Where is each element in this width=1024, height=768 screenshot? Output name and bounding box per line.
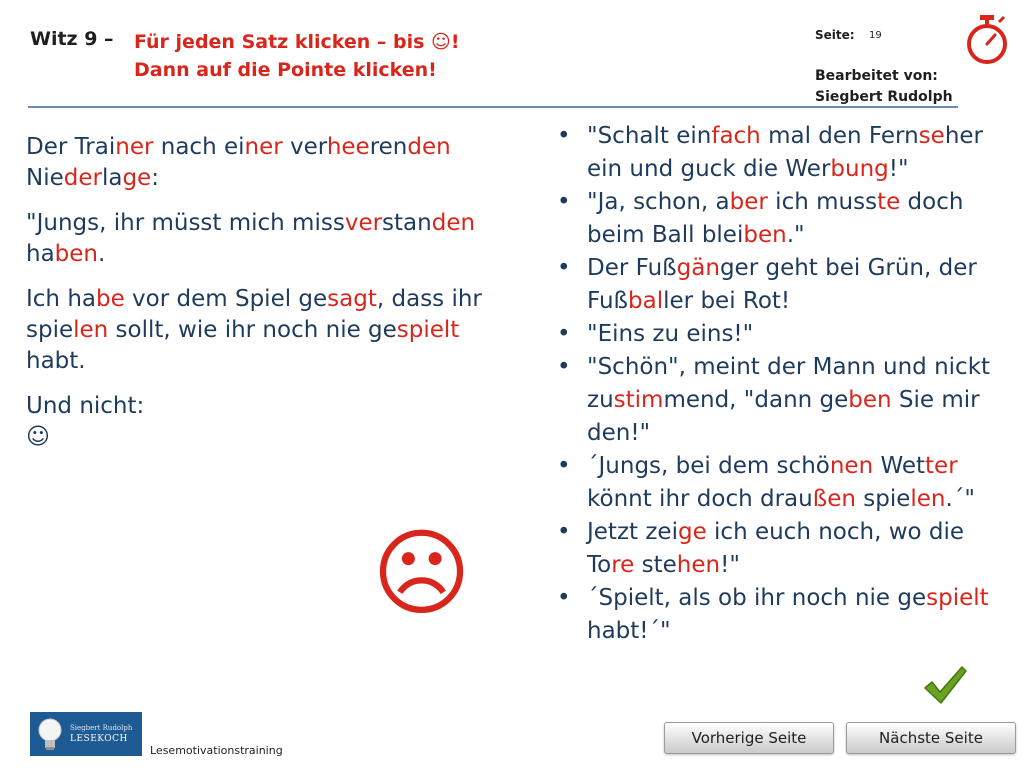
lesekoch-logo [30,712,142,756]
syllable-highlight: te [877,189,901,215]
syllable-highlight: ge [677,519,707,545]
text-segment: "Ja, schon, a [587,189,730,215]
text-segment: ste [634,552,677,578]
syllable-highlight: ge [122,165,152,191]
text-segment: Sie mir den!" [587,387,980,446]
text-segment: "Schalt ein [587,123,712,149]
syllable-highlight: hen [676,552,721,578]
edited-by-label: Bearbeitet von: [815,68,938,84]
text-segment: ´Spielt, als ob ihr noch nie ge [587,585,927,611]
text-segment: habt!´" [587,618,671,644]
header-divider [28,106,958,108]
syllable-highlight: ben [743,222,787,248]
text-segment: ger geht bei Grün, der Fuß [587,255,977,314]
setup-und-nicht: Und nicht: [26,393,145,419]
punchline-item[interactable] [554,516,1009,582]
joke-setup [26,132,526,467]
text-segment: sollt, wie ihr noch nie ge [108,317,397,343]
syllable-highlight: se [918,123,945,149]
text-segment: nach ei [153,134,245,160]
text-segment: "Schön", meint der Mann und nickt zu [587,354,991,413]
text-segment: ´Jungs, bei dem schö [587,453,830,479]
syllable-highlight: ber [729,189,768,215]
text-segment: Jetzt zei [587,519,678,545]
syllable-highlight: spielt [396,317,460,343]
text-segment: könnt ihr doch drau [587,486,813,512]
text-segment: Der Fuß [587,255,677,281]
text-segment: mal den Fern [760,123,919,149]
text-segment: stan [382,210,432,236]
text-segment: la [101,165,123,191]
instruction-text [134,28,460,84]
syllable-highlight: ner [244,134,283,160]
text-segment: vor dem Spiel ge [124,286,328,312]
syllable-highlight: gän [676,255,720,281]
logo-brand: LESEKOCH [70,734,128,744]
text-segment: .´" [945,486,975,512]
text-segment: : [151,165,159,191]
punchline-item[interactable] [554,582,1009,648]
punchline-list [554,120,1009,648]
syllable-highlight: den [431,210,476,236]
text-segment: ha [26,241,55,267]
setup-paragraph-4 [26,391,526,453]
sad-face-icon: ☹ [372,519,472,629]
text-segment: Wet [873,453,926,479]
text-segment: Ich ha [26,286,96,312]
punchline-item[interactable] [554,351,1009,450]
instruction-line-1: Für jeden Satz klicken – bis ☺! [134,31,460,53]
syllable-highlight: bung [830,156,889,182]
stopwatch-icon[interactable] [962,13,1012,65]
syllable-highlight: be [96,286,125,312]
text-segment: Der Trai [26,134,116,160]
text-segment: ler bei Rot! [663,288,791,314]
syllable-highlight: ner [115,134,154,160]
logo-author: Siegbert Rudolph [70,724,133,732]
punchline-options [554,120,1009,648]
text-segment: !" [720,552,740,578]
footer-caption: Lesemotivationstraining [150,744,283,757]
syllable-highlight: fach [711,123,761,149]
text-segment: ren [369,134,408,160]
syllable-highlight: den [407,134,451,160]
text-segment: mend, "dann ge [663,387,849,413]
syllable-highlight: nen [829,453,874,479]
text-segment: . [98,241,106,267]
punchline-item[interactable] [554,120,1009,186]
syllable-highlight: der [63,165,102,191]
text-segment: , dass ihr spie [26,286,482,343]
text-segment: "Jungs, ihr müsst mich miss [26,210,345,236]
syllable-highlight: len [73,317,109,343]
next-page-button[interactable]: Nächste Seite [846,722,1016,754]
syllable-highlight: sagt [327,286,377,312]
syllable-highlight: ver [344,210,383,236]
text-segment: !" [888,156,909,182]
page-label: Seite: [815,28,855,42]
text-segment: ich euch noch, wo die To [587,519,965,578]
syllable-highlight: stim [613,387,664,413]
lightbulb-icon [34,716,66,752]
joke-number-label: Witz 9 – [30,28,114,50]
text-segment: spie [855,486,911,512]
syllable-highlight: ben [54,241,98,267]
punchline-item[interactable] [554,186,1009,252]
punchline-item[interactable] [554,252,1009,318]
text-segment: doch beim Ball blei [587,189,964,248]
smiley-icon: ☺ [26,424,50,450]
syllable-highlight: hee [326,134,370,160]
text-segment: "Eins zu eins!" [587,321,754,347]
page-number: 19 [869,30,882,41]
syllable-highlight: ben [848,387,892,413]
syllable-highlight: ßen [812,486,856,512]
text-segment: habt. [26,348,86,374]
punchline-item[interactable] [554,450,1009,516]
syllable-highlight: spielt [926,585,989,611]
text-segment: ver [282,134,327,160]
setup-paragraph-1 [26,132,526,194]
instruction-line-2: Dann auf die Pointe klicken! [134,59,437,81]
text-segment: ich muss [767,189,878,215]
edited-by-name: Siegbert Rudolph [815,89,953,105]
syllable-highlight: re [611,552,635,578]
syllable-highlight: len [910,486,946,512]
syllable-highlight: ter [925,453,958,479]
syllable-highlight: bal [628,288,664,314]
previous-page-button[interactable]: Vorherige Seite [664,722,834,754]
text-segment: her ein und guck die Wer [587,123,983,182]
punchline-item[interactable] [554,318,1009,351]
text-segment: ." [786,222,805,248]
edited-by [815,66,953,108]
setup-paragraph-2 [26,208,526,270]
checkmark-icon [922,664,968,706]
text-segment: Nie [26,165,64,191]
setup-paragraph-3 [26,284,526,377]
